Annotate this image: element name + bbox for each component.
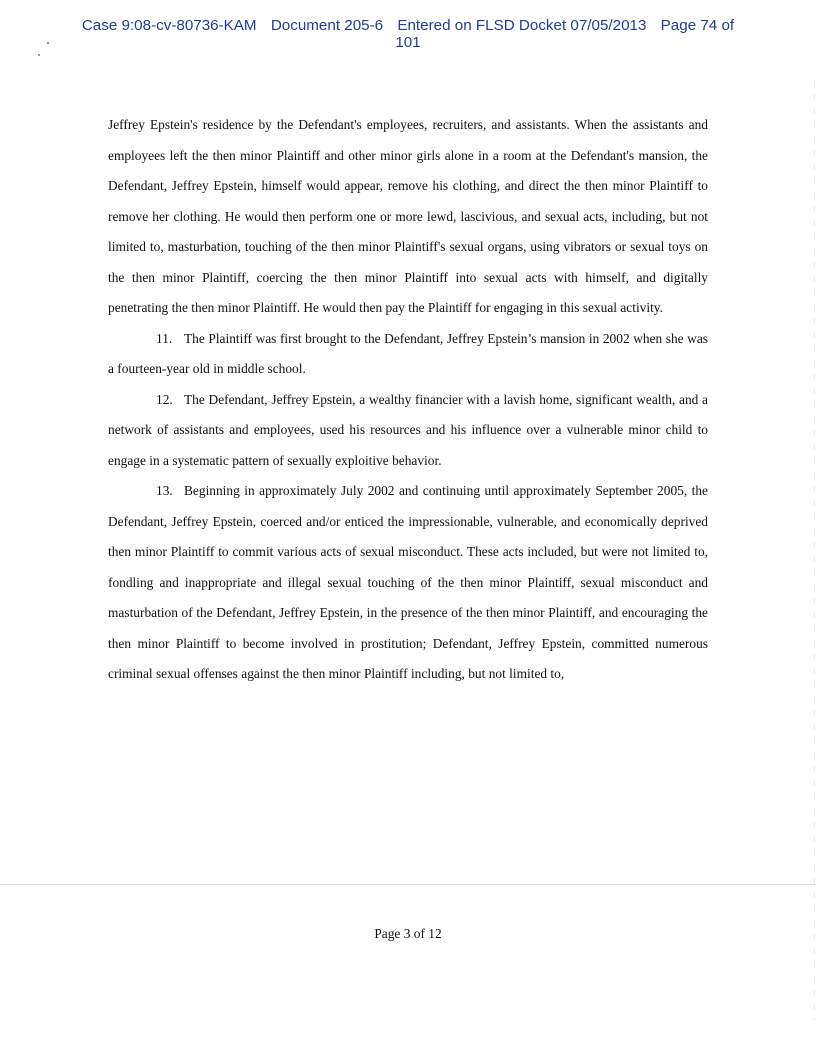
paragraph-13 (108, 476, 708, 690)
paragraph-text: The Plaintiff was first brought to the Defendant, Jeffrey Epstein’s mansion in 2002 when she was a fourteen-year old in middle school. (108, 330, 708, 376)
paragraph-number: 12. (156, 391, 173, 407)
paragraph-text: Beginning in approximately July 2002 and continuing until approximately September 2005, the Defendant, Jeffrey Epstein, coerced and/or enticed the impressionable, vulnerable, and economically deprived then minor Plaintiff to commit various acts of sexual misconduct. These acts included, but were not limited to, fondling and inappropriate and illegal sexual touching of the then minor Plaintiff, sexual misconduct and masturbation of the Defendant, Jeffrey Epstein, in the presence of the then minor Plaintiff, and encouraging the then minor Plaintiff to become involved in prostitution; Defendant, Jeffrey Epstein, committed numerous criminal sexual offenses against the then minor Plaintiff including, but not limited to, (108, 483, 708, 681)
page-total: 101 (395, 34, 421, 51)
docket-header (0, 17, 816, 51)
paragraph-11 (108, 324, 708, 385)
page-footer (0, 926, 816, 942)
paragraph-12 (108, 385, 708, 477)
paragraph-text: Jeffrey Epstein's residence by the Defendant's employees, recruiters, and assistants. When the assistants and employees left the then minor Plaintiff and other minor girls alone in a room at the Defendant's mansion, the Defendant, Jeffrey Epstein, himself would appear, remove his clothing, and direct the then minor Plaintiff to remove her clothing. He would then perform one or more lewd, lascivious, and sexual acts, including, but not limited to, masturbation, touching of the then minor Plaintiff's sexual organs, using vibrators or sexual toys on the then minor Plaintiff, coercing the then minor Plaintiff into sexual acts with himself, and digitally penetrating the then minor Plaintiff. He would then pay the Plaintiff for engaging in this sexual activity. (108, 117, 708, 315)
docket-header-line-1 (0, 17, 816, 34)
paragraph-continued (108, 110, 708, 324)
page-prefix: Page 74 of (660, 17, 735, 34)
document-number: Document 205-6 (270, 17, 384, 34)
case-number: Case 9:08-cv-80736-KAM (81, 17, 257, 34)
entered-date: Entered on FLSD Docket 07/05/2013 (397, 17, 647, 34)
scan-specks (38, 42, 52, 56)
page-number: Page 3 of 12 (374, 926, 442, 941)
scan-edge-artifact (814, 80, 815, 1020)
paragraph-number: 11. (156, 330, 173, 346)
paragraph-text: The Defendant, Jeffrey Epstein, a wealthy financier with a lavish home, significant wealth, and a network of assistants and employees, used his resources and his influence over a vulnerable minor child to engage in a systematic pattern of sexually exploitive behavior. (108, 391, 708, 468)
scan-divider-line (0, 884, 816, 885)
paragraph-number: 13. (156, 483, 173, 498)
document-body (108, 110, 708, 690)
docket-header-line-2 (0, 34, 816, 51)
